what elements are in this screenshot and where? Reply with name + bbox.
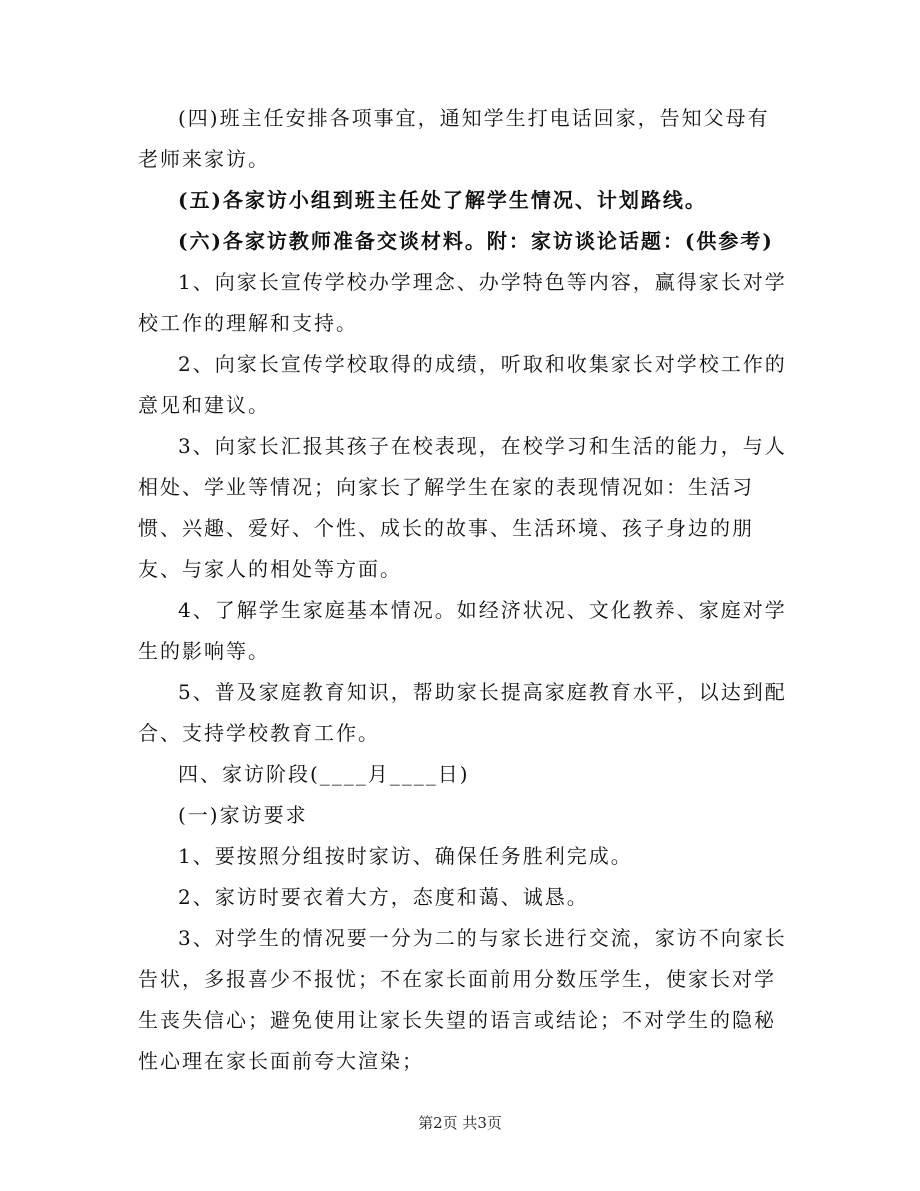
- topic-item-5: 5、普及家庭教育知识，帮助家长提高家庭教育水平，以达到配合、支持学校教育工作。: [138, 680, 787, 745]
- topic-item-2: 2、向家长宣传学校取得的成绩，听取和收集家长对学校工作的意见和建议。: [138, 352, 787, 417]
- requirement-item-2: 2、家访时要衣着大方，态度和蔼、诚恳。: [178, 885, 589, 909]
- section-heading-visit-stage: 四、家访阶段(____月____日): [178, 762, 470, 786]
- page-number-footer: 第2页 共3页: [418, 1114, 502, 1132]
- paragraph-5-route-planning: (五)各家访小组到班主任处了解学生情况、计划路线。: [178, 188, 707, 212]
- topic-item-1: 1、向家长宣传学校办学理念、办学特色等内容，赢得家长对学校工作的理解和支持。: [138, 270, 787, 335]
- paragraph-4-arrangements: (四)班主任安排各项事宜，通知学生打电话回家，告知父母有老师来家访。: [138, 106, 770, 171]
- requirement-item-3: 3、对学生的情况要一分为二的与家长进行交流，家访不向家长告状，多报喜少不报忧；不在家长面前用分数压学生，使家长对学生丧失信心；避免使用让家长失望的语言或结论；不对学生的隐秘性心理在家长面前夸大渲染；: [138, 926, 787, 1073]
- topic-item-4: 4、了解学生家庭基本情况。如经济状况、文化教养、家庭对学生的影响等。: [138, 598, 787, 663]
- paragraph-6-materials: (六)各家访教师准备交谈材料。附：家访谈论话题：(供参考): [178, 229, 774, 253]
- document-body: [138, 98, 788, 1082]
- subsection-heading-requirements: (一)家访要求: [178, 803, 308, 827]
- requirement-item-1: 1、要按照分组按时家访、确保任务胜利完成。: [178, 844, 633, 868]
- topic-item-3: 3、向家长汇报其孩子在校表现，在校学习和生活的能力，与人相处、学业等情况；向家长了解学生在家的表现情况如：生活习惯、兴趣、爱好、个性、成长的故事、生活环境、孩子身边的朋友、与家人的相处等方面。: [138, 434, 787, 581]
